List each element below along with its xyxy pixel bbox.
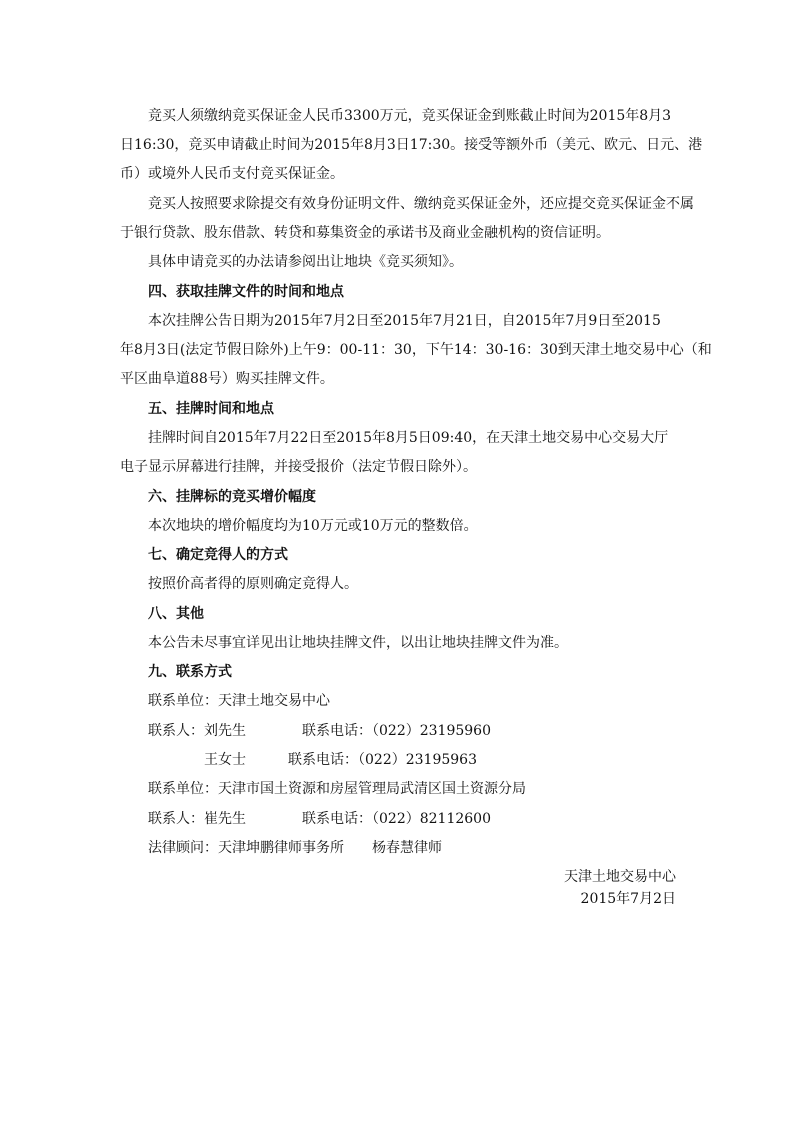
p1-line1: 竞买人须缴纳竞买保证金人民币3300万元，竞买保证金到账截止时间为2015年8月3 bbox=[120, 108, 672, 124]
section4-heading: 四、获取挂牌文件的时间和地点 bbox=[120, 284, 344, 300]
section8-heading: 八、其他 bbox=[120, 606, 204, 622]
p2-line2: 于银行贷款、股东借款、转贷和募集资金的承诺书及商业金融机构的资信证明。 bbox=[120, 225, 610, 241]
section7-heading: 七、确定竞得人的方式 bbox=[120, 547, 288, 563]
legal-counsel: 法律顾问：天津坤鹏律师事务所 杨春慧律师 bbox=[120, 840, 442, 856]
section5-heading: 五、挂牌时间和地点 bbox=[120, 401, 274, 417]
section9-heading: 九、联系方式 bbox=[120, 664, 232, 680]
contact-person-3: 联系人：崔先生 联系电话：（022）82112600 bbox=[120, 811, 491, 827]
contact-unit-2: 联系单位：天津市国土资源和房屋管理局武清区国土资源分局 bbox=[120, 781, 526, 797]
signature-org: 天津土地交易中心 bbox=[564, 869, 676, 885]
contact-unit-1: 联系单位：天津土地交易中心 bbox=[120, 693, 330, 709]
contact-person-2: 王女士 联系电话：（022）23195963 bbox=[120, 752, 477, 768]
section6-heading: 六、挂牌标的竞买增价幅度 bbox=[120, 489, 316, 505]
section6-text: 本次地块的增价幅度均为10万元或10万元的整数倍。 bbox=[120, 518, 478, 534]
section5-line1: 挂牌时间自2015年7月22日至2015年8月5日09:40，在天津土地交易中心交易大厅 bbox=[120, 430, 669, 446]
section4-line3: 平区曲阜道88号）购买挂牌文件。 bbox=[120, 371, 334, 387]
signature-date: 2015年7月2日 bbox=[580, 891, 676, 907]
section4-line2: 年8月3日(法定节假日除外)上午9：00-11：30，下午14：30-16：30到天津土地交易中心（和 bbox=[120, 342, 712, 358]
p3-line: 具体申请竞买的办法请参阅出让地块《竞买须知》。 bbox=[120, 254, 463, 270]
section7-text: 按照价高者得的原则确定竞得人。 bbox=[120, 576, 358, 592]
contact-person-1: 联系人：刘先生 联系电话：（022）23195960 bbox=[120, 723, 491, 739]
section4-line1: 本次挂牌公告日期为2015年7月2日至2015年7月21日，自2015年7月9日至2015 bbox=[120, 313, 661, 329]
section8-text: 本公告未尽事宜详见出让地块挂牌文件，以出让地块挂牌文件为准。 bbox=[120, 635, 568, 651]
p1-line3: 币）或境外人民币支付竞买保证金。 bbox=[120, 166, 344, 182]
p2-line1: 竞买人按照要求除提交有效身份证明文件、缴纳竞买保证金外，还应提交竞买保证金不属 bbox=[120, 196, 694, 212]
p1-line2: 日16:30，竞买申请截止时间为2015年8月3日17:30。接受等额外币（美元、欧元、日元、港 bbox=[120, 137, 703, 153]
section5-line2: 电子显示屏幕进行挂牌，并接受报价（法定节假日除外）。 bbox=[120, 459, 477, 475]
